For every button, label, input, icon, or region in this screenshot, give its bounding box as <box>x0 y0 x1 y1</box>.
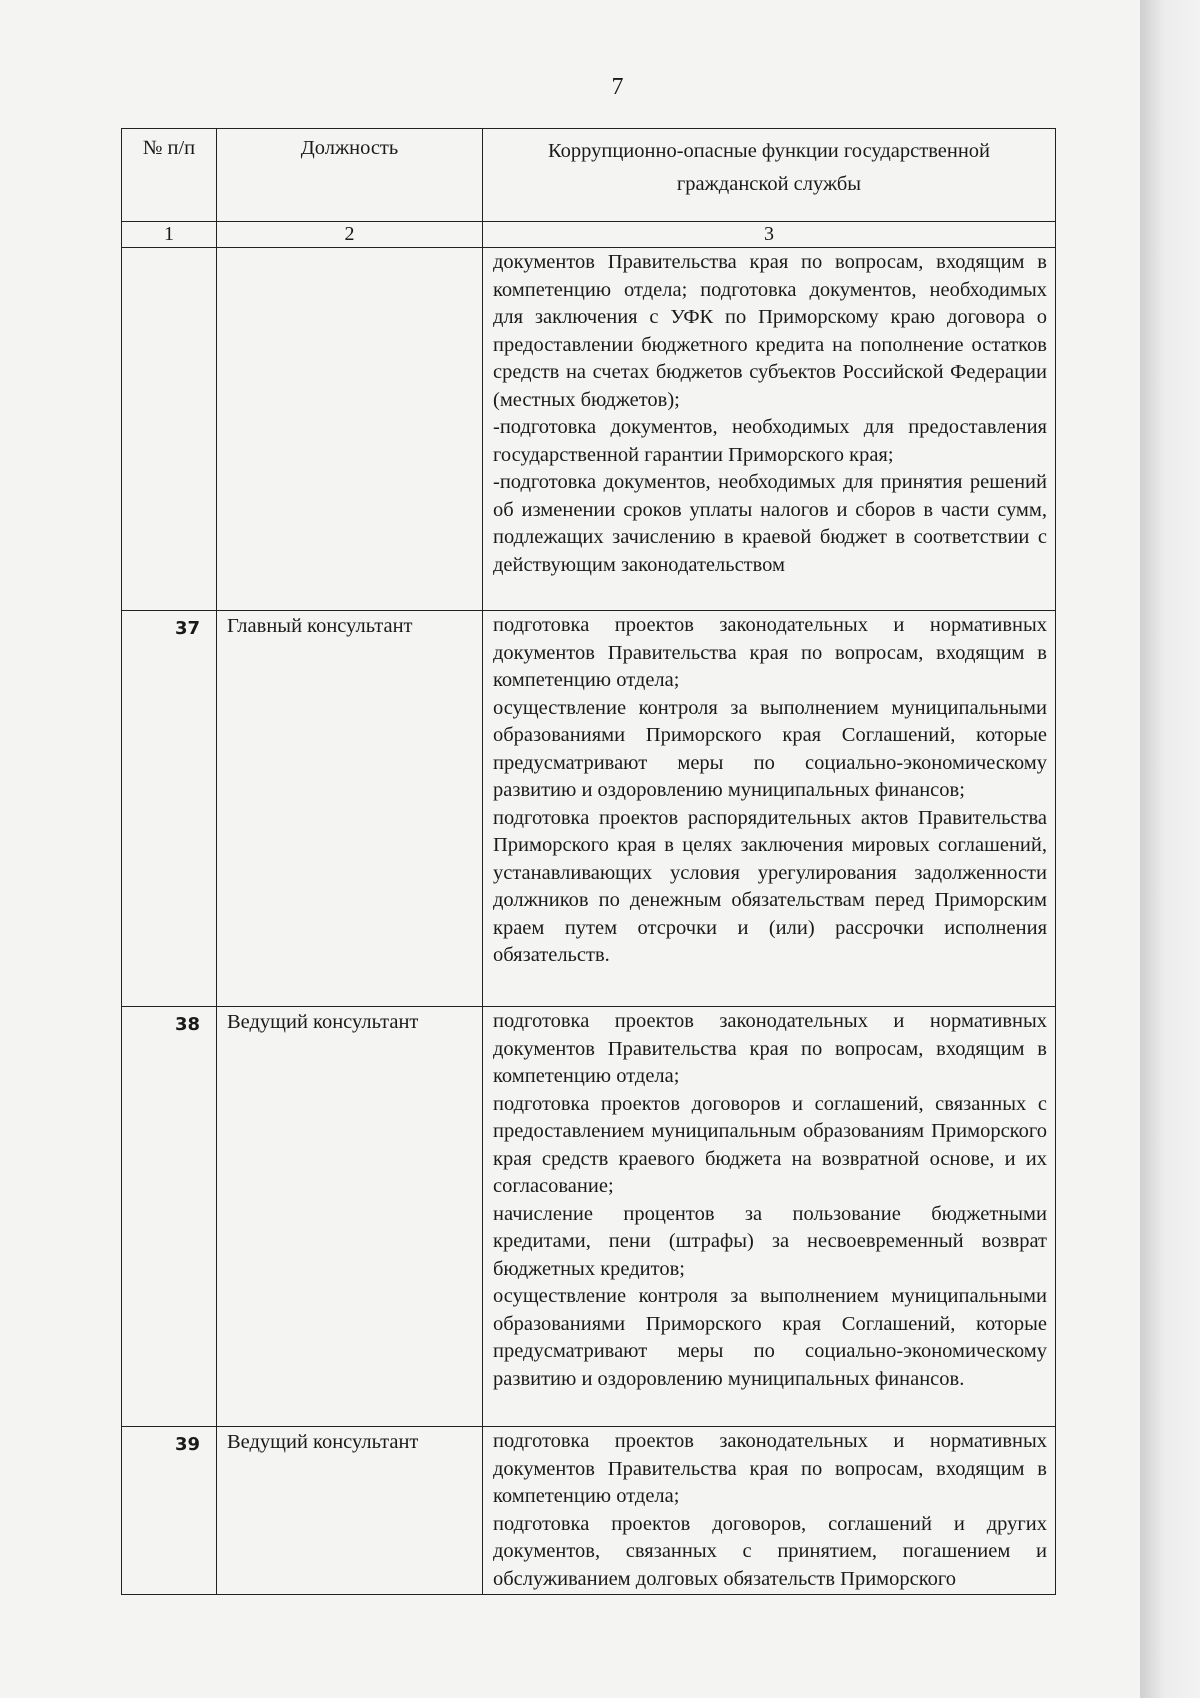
row-number <box>122 248 217 611</box>
row-number: 39 <box>122 1427 217 1595</box>
row-functions <box>483 1427 1056 1595</box>
row-number: 37 <box>122 611 217 1007</box>
table-row <box>122 248 1056 611</box>
row-position <box>217 248 483 611</box>
function-text: -подготовка документов, необходимых для предоставления государственной гарантии Приморского края; <box>493 416 1047 466</box>
row-position: Ведущий консультант <box>217 1427 483 1595</box>
function-text: подготовка проектов законодательных и нормативных документов Правительства края по вопросам, входящим в компетенцию отдела; <box>493 1010 1047 1087</box>
column-number-1: 1 <box>122 222 217 248</box>
function-text: документов Правительства края по вопросам, входящим в компетенцию отдела; подготовка документов, необходимых для заключения с УФК по Приморскому краю договора о предоставлении бюджетного кредита на пополнение остатков средств на счетах бюджетов субъектов Российской Федерации (местных бюджетов); <box>493 251 1047 411</box>
functions-table <box>121 128 1056 1595</box>
row-functions <box>483 1007 1056 1427</box>
row-functions <box>483 611 1056 1007</box>
table-row <box>122 1007 1056 1427</box>
column-number-row <box>122 222 1056 248</box>
function-text: подготовка проектов договоров и соглашений, связанных с предоставлением муниципальным образованиям Приморского края средств краевого бюджета на возвратной основе, и их согласование; <box>493 1092 1047 1197</box>
function-text: подготовка проектов законодательных и нормативных документов Правительства края по вопросам, входящим в компетенцию отдела; <box>493 1430 1047 1507</box>
page-number: 7 <box>611 74 624 100</box>
function-text: осуществление контроля за выполнением муниципальными образованиями Приморского края Соглашений, которые предусматривают меры по социально-экономическому развитию и оздоровлению муниципальных финансов. <box>493 1285 1047 1390</box>
header-position: Должность <box>217 129 483 222</box>
row-number: 38 <box>122 1007 217 1427</box>
column-number-3: 3 <box>483 222 1056 248</box>
column-number-2: 2 <box>217 222 483 248</box>
function-text: подготовка проектов договоров, соглашений и других документов, связанных с принятием, погашением и обслуживанием долговых обязательств Приморского <box>493 1512 1047 1590</box>
header-number: № п/п <box>122 129 217 222</box>
row-position: Главный консультант <box>217 611 483 1007</box>
function-text: осуществление контроля за выполнением муниципальными образованиями Приморского края Соглашений, которые предусматривают меры по социально-экономическому развитию и оздоровлению муниципальных финансов; <box>493 696 1047 801</box>
function-text: начисление процентов за пользование бюджетными кредитами, пени (штрафы) за несвоевременный возврат бюджетных кредитов; <box>493 1202 1047 1280</box>
header-functions: Коррупционно-опасные функции государственной гражданской службы <box>483 129 1056 222</box>
table-row <box>122 611 1056 1007</box>
function-text: -подготовка документов, необходимых для принятия решений об изменении сроков уплаты налогов и сборов в части сумм, подлежащих зачислению в краевой бюджет в соответствии с действующим законодательством <box>493 471 1047 576</box>
function-text: подготовка проектов законодательных и нормативных документов Правительства края по вопросам, входящим в компетенцию отдела; <box>493 614 1047 691</box>
table-row <box>122 1427 1056 1595</box>
row-functions <box>483 248 1056 611</box>
function-text: подготовка проектов распорядительных актов Правительства Приморского края в целях заключения мировых соглашений, устанавливающих условия урегулирования задолженности должников по денежным обязательствам перед Приморским краем путем отсрочки и (или) рассрочки исполнения обязательств. <box>493 806 1047 966</box>
page-edge-shadow <box>1140 0 1200 1698</box>
row-position: Ведущий консультант <box>217 1007 483 1427</box>
table-header-row <box>122 129 1056 222</box>
